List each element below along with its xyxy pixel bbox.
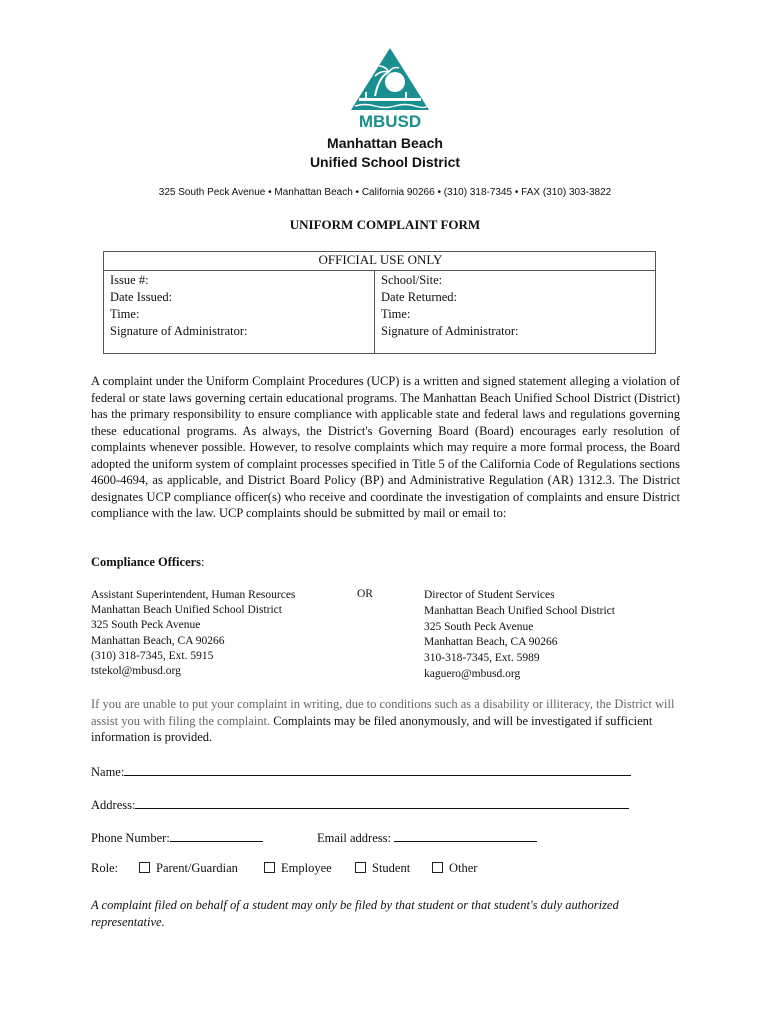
officer-street: 325 South Peck Avenue	[91, 619, 201, 632]
official-use-title: OFFICIAL USE ONLY	[318, 252, 443, 267]
other-checkbox[interactable]	[432, 862, 443, 873]
compliance-heading-text: Compliance Officers	[91, 555, 202, 569]
employee-checkbox[interactable]	[264, 862, 275, 873]
address-input-line[interactable]	[135, 795, 629, 809]
time-label: Time:	[381, 307, 411, 321]
officer-email: tstekol@mbusd.org	[91, 665, 181, 678]
or-separator: OR	[357, 588, 373, 600]
role-option-label: Parent/Guardian	[156, 861, 238, 875]
school-site-label: School/Site:	[381, 273, 443, 287]
footer-note: A complaint filed on behalf of a student may only be filed by that student or that student's duly authorized representative.	[91, 898, 619, 929]
time-label: Time:	[110, 307, 140, 321]
assistance-text-part2: Complaints may be filed anonymously, and will be investigated if sufficient information is provided.	[91, 713, 653, 744]
intro-paragraph: A complaint under the Uniform Complaint Procedures (UCP) is a written and signed statement alleging a violation of federal or state laws governing certain educational programs. The Manhattan Beach Unified School District (District) has the primary responsibility to ensure compliance with applicable state and federal laws and regulations governing these educational programs. As always, the District's Governing Board (Board) encourages early resolution of complaints whenever possible. However, to resolve complaints which may require a more formal process, the Board adopted the uniform system of complaint processes specified in Title 5 of the California Code of Regulations sections 4600-4694, as applicable, and District Board Policy (BP) and Administrative Regulation (AR) 1312.3. The District designates UCP compliance officer(s) who receive and coordinate the investigation of complaints and ensure District compliance with the law. UCP complaints should be submitted by mail or email to:	[91, 374, 680, 520]
role-option-parent[interactable]	[139, 861, 238, 876]
officer-city: Manhattan Beach, CA 90266	[91, 634, 225, 647]
officer-organization: Manhattan Beach Unified School District	[424, 604, 615, 617]
admin-signature-label: Signature of Administrator:	[110, 324, 248, 338]
date-issued-label: Date Issued:	[110, 290, 173, 304]
officer-organization: Manhattan Beach Unified School District	[91, 604, 282, 617]
date-returned-label: Date Returned:	[381, 290, 458, 304]
form-title: UNIFORM COMPLAINT FORM	[289, 217, 481, 232]
officer-email: kaguero@mbusd.org	[424, 667, 521, 680]
parent-checkbox[interactable]	[139, 862, 150, 873]
name-field[interactable]	[91, 762, 631, 780]
official-use-right-column	[381, 272, 518, 340]
role-option-other[interactable]	[432, 861, 477, 876]
role-option-employee[interactable]	[264, 861, 332, 876]
officer-title: Director of Student Services	[424, 589, 555, 601]
officer-phone: (310) 318-7345, Ext. 5915	[91, 649, 214, 662]
email-input-line[interactable]	[394, 828, 537, 842]
officer-phone: 310-318-7345, Ext. 5989	[424, 652, 540, 665]
compliance-officer-1	[91, 588, 295, 679]
phone-label: Phone Number:	[91, 831, 170, 845]
officer-city: Manhattan Beach, CA 90266	[424, 636, 558, 649]
student-checkbox[interactable]	[355, 862, 366, 873]
compliance-officers-heading	[91, 555, 205, 570]
district-address: 325 South Peck Avenue • Manhattan Beach • California 90266 • (310) 318-7345 • FAX (310) 303-3822	[158, 187, 612, 198]
role-option-label: Student	[372, 861, 411, 875]
assistance-paragraph	[91, 696, 681, 746]
assistance-text-part1: If you are unable to put your complaint in writing, due to conditions such as a disability or illiteracy, the District will assist you with filing the complaint.	[91, 697, 675, 728]
district-name-line1: Manhattan Beach	[327, 135, 443, 151]
logo-text: MBUSD	[358, 112, 422, 130]
phone-input-line[interactable]	[170, 828, 263, 842]
compliance-officer-2	[424, 588, 615, 683]
email-label: Email address:	[317, 831, 391, 845]
admin-signature-label: Signature of Administrator:	[381, 324, 519, 338]
role-option-label: Employee	[281, 861, 332, 875]
compliance-heading-colon: :	[201, 555, 205, 569]
official-use-box	[103, 251, 656, 354]
district-name-line2: Unified School District	[309, 154, 461, 170]
name-input-line[interactable]	[124, 762, 631, 776]
address-label: Address:	[91, 798, 136, 812]
email-field[interactable]	[317, 828, 537, 846]
address-field[interactable]	[91, 795, 629, 813]
mbusd-logo	[345, 46, 435, 130]
officer-street: 325 South Peck Avenue	[424, 620, 534, 633]
name-label: Name:	[91, 765, 125, 779]
role-option-label: Other	[449, 861, 478, 875]
phone-field[interactable]	[91, 828, 263, 846]
officer-title: Assistant Superintendent, Human Resources	[91, 589, 296, 601]
issue-number-label: Issue #:	[110, 273, 149, 287]
official-use-left-column	[110, 272, 247, 340]
role-label: Role:	[91, 861, 119, 875]
role-option-student[interactable]	[355, 861, 410, 876]
